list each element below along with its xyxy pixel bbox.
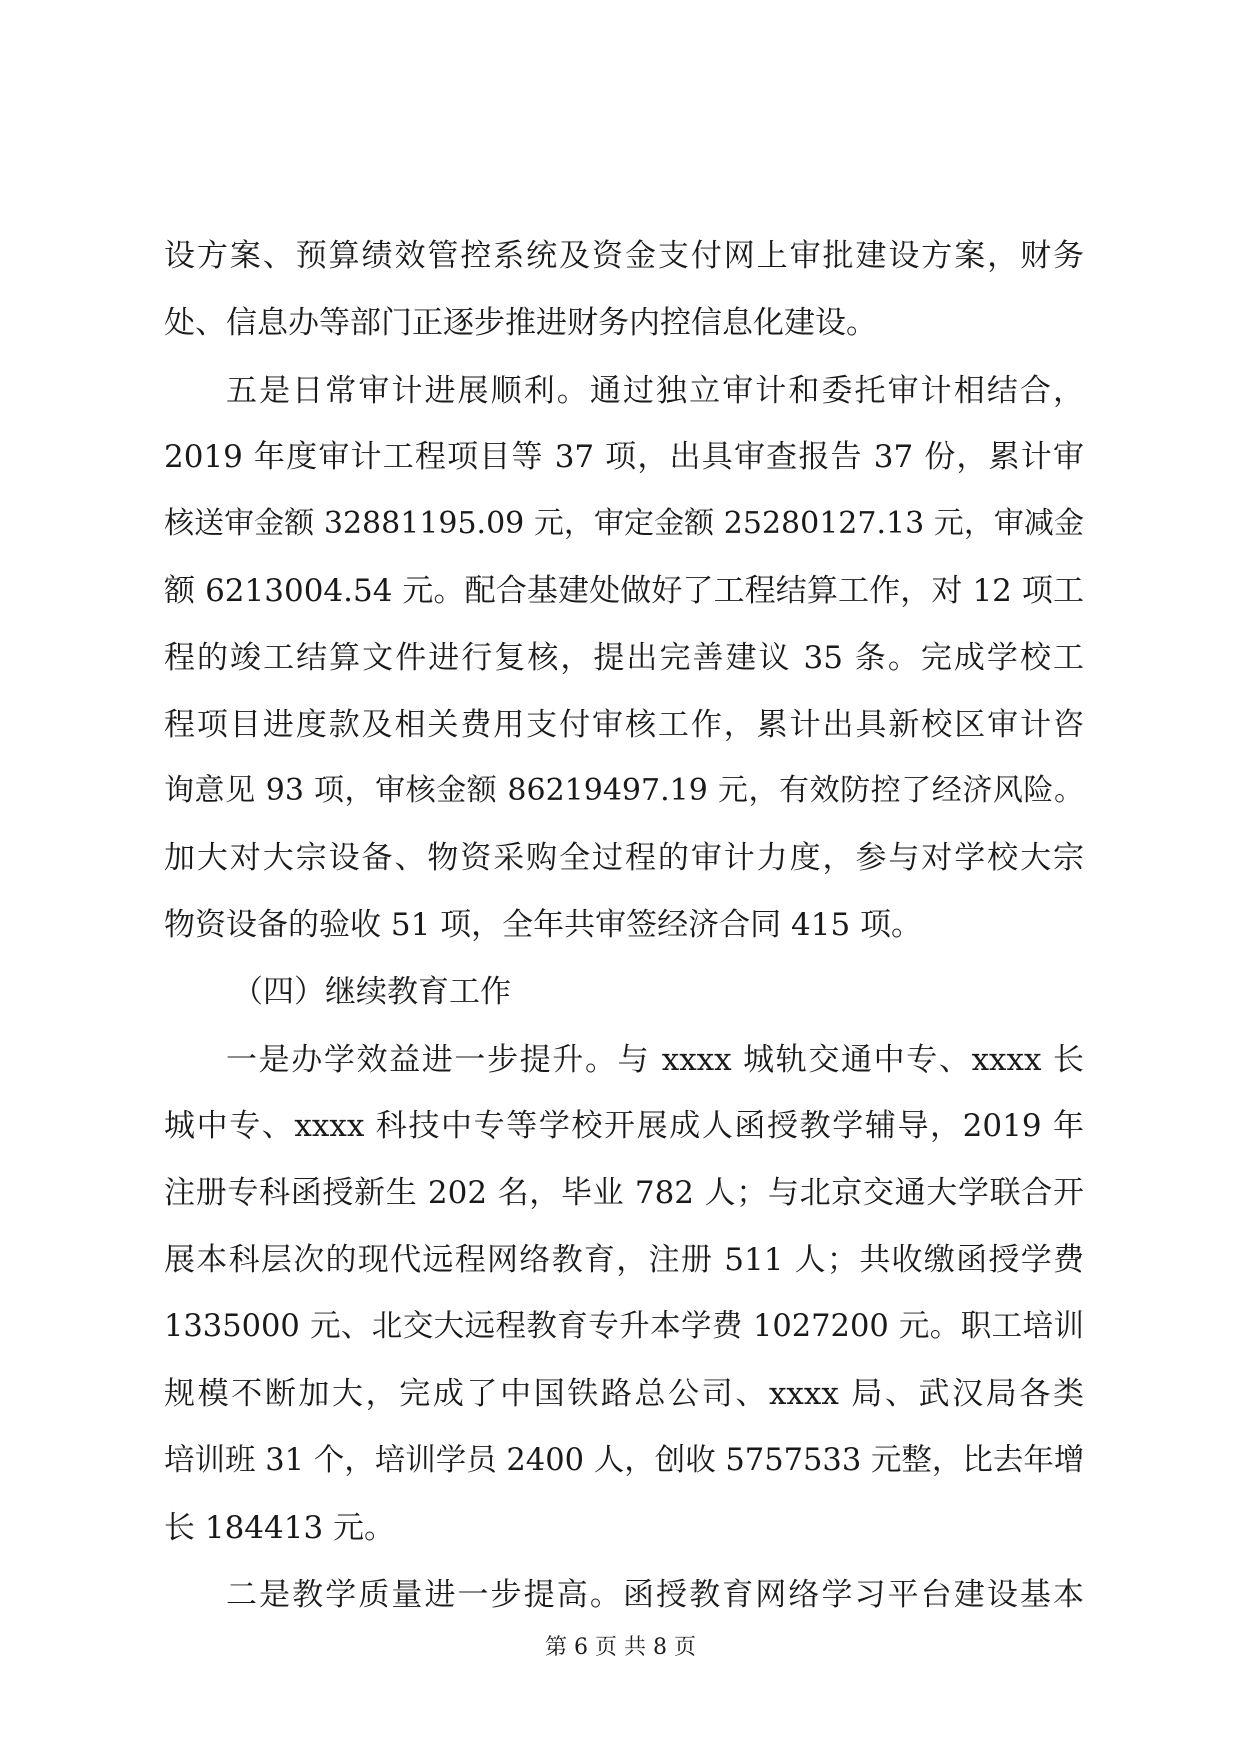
body-line-14: 城中专、xxxx 科技中专等学校开展成人函授教学辅导，2019 年 bbox=[164, 1108, 1084, 1144]
body-line-7: 程的竣工结算文件进行复核，提出完善建议 35 条。完成学校工 bbox=[164, 640, 1084, 676]
body-line-11: 物资设备的验收 51 项，全年共审签经济合同 415 项。 bbox=[164, 907, 923, 943]
body-line-19: 培训班 31 个，培训学员 2400 人，创收 5757533 元整，比去年增 bbox=[164, 1443, 1085, 1478]
body-line-17: 1335000 元、北交大远程教育专升本学费 1027200 元。职工培训 bbox=[164, 1309, 1084, 1344]
body-line-9: 询意见 93 项，审核金额 86219497.19 元，有效防控了经济风险。 bbox=[164, 773, 1084, 808]
paragraph-5-line-1: 五是日常审计进展顺利。通过独立审计和委托审计相结合， bbox=[226, 373, 1084, 409]
body-line-5: 核送审金额 32881195.09 元，审定金额 25280127.13 元，审减金 bbox=[164, 506, 1084, 541]
body-line-16: 展本科层次的现代远程网络教育，注册 511 人；共收缴函授学费 bbox=[164, 1242, 1084, 1278]
body-line-4: 2019 年度审计工程项目等 37 项，出具审查报告 37 份，累计审 bbox=[164, 439, 1084, 475]
section-heading: （四）继续教育工作 bbox=[232, 974, 511, 1010]
body-line-10: 加大对大宗设备、物资采购全过程的审计力度，参与对学校大宗 bbox=[164, 840, 1084, 876]
paragraph-2-line-1: 二是教学质量进一步提高。函授教育网络学习平台建设基本 bbox=[226, 1577, 1084, 1613]
body-line-8: 程项目进度款及相关费用支付审核工作，累计出具新校区审计咨 bbox=[164, 707, 1084, 743]
body-line-20: 长 184413 元。 bbox=[164, 1510, 396, 1546]
body-line-18: 规模不断加大，完成了中国铁路总公司、xxxx 局、武汉局各类 bbox=[164, 1376, 1084, 1412]
page-footer: 第 6 页 共 8 页 bbox=[545, 1635, 696, 1660]
body-line-6: 额 6213004.54 元。配合基建处做好了工程结算工作，对 12 项工 bbox=[164, 573, 1084, 609]
body-line-2: 处、信息办等部门正逐步推进财务内控信息化建设。 bbox=[164, 305, 877, 341]
paragraph-1-line-1: 一是办学效益进一步提升。与 xxxx 城轨交通中专、xxxx 长 bbox=[226, 1042, 1084, 1078]
body-line-1: 设方案、预算绩效管控系统及资金支付网上审批建设方案，财务 bbox=[164, 238, 1084, 274]
body-line-15: 注册专科函授新生 202 名，毕业 782 人；与北京交通大学联合开 bbox=[164, 1175, 1084, 1211]
